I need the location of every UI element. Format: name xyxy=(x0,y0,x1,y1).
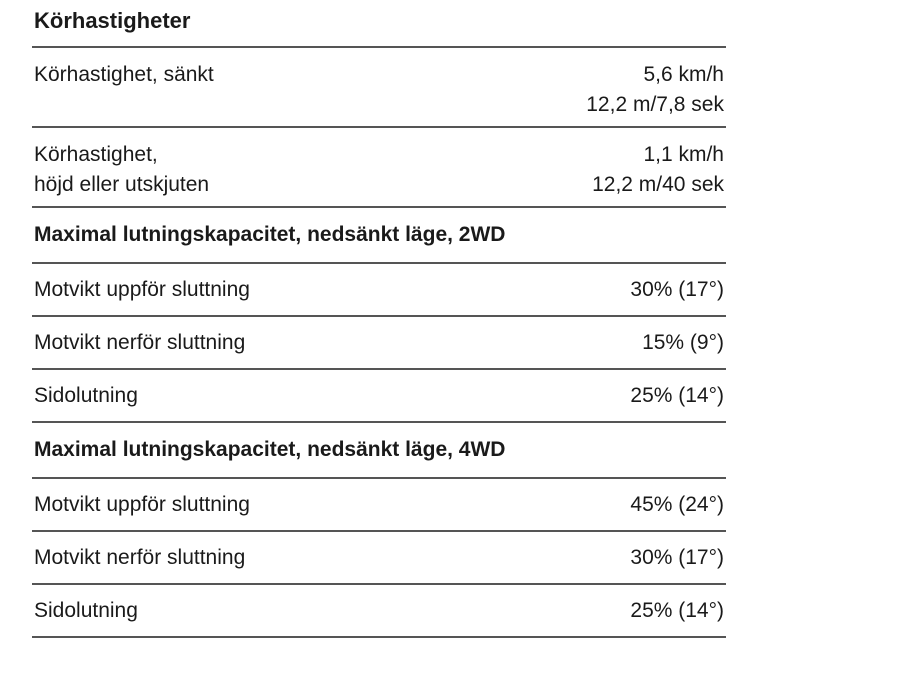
section-heading-2wd: Maximal lutningskapacitet, nedsänkt läge, 2WD xyxy=(32,208,726,264)
spec-value xyxy=(586,60,724,120)
section-heading-4wd: Maximal lutningskapacitet, nedsänkt läge, 4WD xyxy=(32,423,726,479)
spec-row-4wd-downhill xyxy=(32,532,726,585)
spec-value: 45% (24°) xyxy=(630,492,724,516)
spec-label-line-2: höjd eller utskjuten xyxy=(34,173,210,196)
spec-value-line-1: 1,1 km/h xyxy=(643,143,724,166)
spec-label: Motvikt uppför sluttning xyxy=(34,277,250,301)
spec-value: 30% (17°) xyxy=(630,277,724,301)
spec-label: Sidolutning xyxy=(34,383,138,407)
spec-value-line-2: 12,2 m/40 sek xyxy=(592,173,724,196)
spec-label: Motvikt uppför sluttning xyxy=(34,492,250,516)
spec-row-speed-raised xyxy=(32,128,726,208)
spec-row-2wd-side xyxy=(32,370,726,423)
spec-label-line-1: Körhastighet, xyxy=(34,143,158,166)
spec-label-line-1: Körhastighet, sänkt xyxy=(34,63,214,86)
cut-off-next-row xyxy=(32,638,726,658)
spec-value: 25% (14°) xyxy=(630,598,724,622)
spec-row-4wd-side xyxy=(32,585,726,638)
spec-value: 30% (17°) xyxy=(630,545,724,569)
spec-value: 25% (14°) xyxy=(630,383,724,407)
spec-label: Sidolutning xyxy=(34,598,138,622)
spec-value-line-2: 12,2 m/7,8 sek xyxy=(586,93,724,116)
spec-label: Motvikt nerför sluttning xyxy=(34,545,246,569)
spec-label xyxy=(34,60,214,90)
spec-row-4wd-uphill xyxy=(32,479,726,532)
spec-row-speed-lowered xyxy=(32,48,726,128)
spec-value: 15% (9°) xyxy=(642,330,724,354)
spec-value xyxy=(592,140,724,200)
page-title: Körhastigheter xyxy=(32,0,726,48)
spec-document xyxy=(32,0,726,658)
spec-value-line-1: 5,6 km/h xyxy=(643,63,724,86)
spec-row-2wd-uphill xyxy=(32,264,726,317)
spec-label: Motvikt nerför sluttning xyxy=(34,330,246,354)
spec-row-2wd-downhill xyxy=(32,317,726,370)
spec-label xyxy=(34,140,209,200)
